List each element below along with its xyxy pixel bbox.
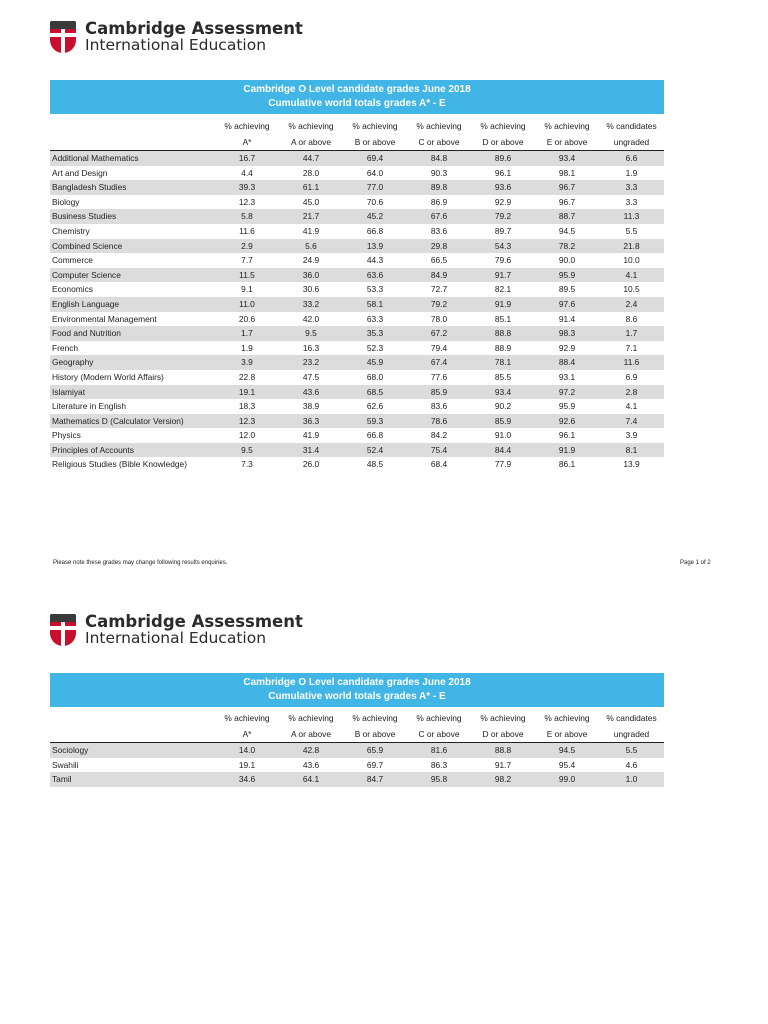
table-row <box>50 297 664 312</box>
footnote: Please note these grades may change following results enquiries. <box>53 560 228 566</box>
subject-cell: English Language <box>50 297 215 312</box>
value-cell: 1.9 <box>599 166 664 181</box>
value-cell: 52.3 <box>343 341 407 356</box>
subject-header-blank <box>50 726 215 743</box>
value-cell: 42.0 <box>279 312 343 327</box>
subject-cell: Combined Science <box>50 239 215 254</box>
value-cell: 68.5 <box>343 385 407 400</box>
subject-cell: Chemistry <box>50 224 215 239</box>
brand-line-1: Cambridge Assessment <box>85 19 303 38</box>
value-cell: 91.9 <box>535 443 599 458</box>
value-cell: 29.8 <box>407 239 471 254</box>
brand-line-1: Cambridge Assessment <box>85 612 303 631</box>
cambridge-logo <box>50 20 303 54</box>
value-cell: 90.0 <box>535 253 599 268</box>
value-cell: 38.9 <box>279 399 343 414</box>
subject-cell: Literature in English <box>50 399 215 414</box>
table-row <box>50 428 664 443</box>
value-cell: 92.6 <box>535 414 599 429</box>
value-cell: 64.1 <box>279 772 343 787</box>
value-cell: 33.2 <box>279 297 343 312</box>
value-cell: 95.9 <box>535 399 599 414</box>
page-number: Page 1 of 2 <box>680 560 711 566</box>
subject-cell: Islamiyat <box>50 385 215 400</box>
brand-line-2: International Education <box>85 629 267 647</box>
table-row <box>50 772 664 787</box>
column-header-bottom: A or above <box>279 134 343 151</box>
value-cell: 85.9 <box>471 414 535 429</box>
value-cell: 90.2 <box>471 399 535 414</box>
cambridge-logo <box>50 613 303 647</box>
value-cell: 4.1 <box>599 268 664 283</box>
value-cell: 79.2 <box>471 209 535 224</box>
value-cell: 43.6 <box>279 385 343 400</box>
value-cell: 34.6 <box>215 772 279 787</box>
value-cell: 4.1 <box>599 399 664 414</box>
column-header-bottom: A* <box>215 134 279 151</box>
value-cell: 30.6 <box>279 282 343 297</box>
header-row-bottom <box>50 726 664 743</box>
column-header-top: % achieving <box>480 713 526 723</box>
value-cell: 90.3 <box>407 166 471 181</box>
column-header-top: % achieving <box>416 713 462 723</box>
value-cell: 36.3 <box>279 414 343 429</box>
subject-cell: History (Modern World Affairs) <box>50 370 215 385</box>
value-cell: 66.8 <box>343 428 407 443</box>
value-cell: 96.1 <box>471 166 535 181</box>
value-cell: 72.7 <box>407 282 471 297</box>
value-cell: 86.3 <box>407 758 471 773</box>
value-cell: 85.9 <box>407 385 471 400</box>
value-cell: 94.5 <box>535 743 599 758</box>
value-cell: 6.6 <box>599 151 664 166</box>
value-cell: 44.3 <box>343 253 407 268</box>
value-cell: 88.4 <box>535 355 599 370</box>
value-cell: 2.8 <box>599 385 664 400</box>
column-header-top: % achieving <box>544 121 590 131</box>
value-cell: 16.7 <box>215 151 279 166</box>
table-row <box>50 758 664 773</box>
value-cell: 9.1 <box>215 282 279 297</box>
value-cell: 70.6 <box>343 195 407 210</box>
value-cell: 85.1 <box>471 312 535 327</box>
value-cell: 88.8 <box>471 743 535 758</box>
value-cell: 2.9 <box>215 239 279 254</box>
column-header-top: % achieving <box>288 121 334 131</box>
banner-subtitle: Cumulative world totals grades A* - E <box>268 691 446 702</box>
value-cell: 16.3 <box>279 341 343 356</box>
header-row-top <box>50 710 664 726</box>
value-cell: 66.5 <box>407 253 471 268</box>
value-cell: 69.4 <box>343 151 407 166</box>
subject-cell: Bangladesh Studies <box>50 180 215 195</box>
value-cell: 84.7 <box>343 772 407 787</box>
value-cell: 62.6 <box>343 399 407 414</box>
subject-cell: Swahili <box>50 758 215 773</box>
subject-cell: Economics <box>50 282 215 297</box>
value-cell: 5.5 <box>599 224 664 239</box>
subject-cell: Physics <box>50 428 215 443</box>
value-cell: 6.9 <box>599 370 664 385</box>
value-cell: 53.3 <box>343 282 407 297</box>
value-cell: 68.4 <box>407 457 471 472</box>
value-cell: 79.2 <box>407 297 471 312</box>
value-cell: 78.2 <box>535 239 599 254</box>
header-row-top <box>50 118 664 134</box>
table-row <box>50 166 664 181</box>
value-cell: 92.9 <box>471 195 535 210</box>
value-cell: 28.0 <box>279 166 343 181</box>
table-row <box>50 239 664 254</box>
value-cell: 89.8 <box>407 180 471 195</box>
column-header-bottom: D or above <box>471 134 535 151</box>
value-cell: 12.3 <box>215 414 279 429</box>
column-header-top: % candidates <box>606 121 657 131</box>
value-cell: 98.3 <box>535 326 599 341</box>
table-row <box>50 457 664 472</box>
value-cell: 18.3 <box>215 399 279 414</box>
column-header-top: % achieving <box>480 121 526 131</box>
value-cell: 5.8 <box>215 209 279 224</box>
value-cell: 83.6 <box>407 224 471 239</box>
banner-title: Cambridge O Level candidate grades June 2018 <box>243 84 471 95</box>
value-cell: 26.0 <box>279 457 343 472</box>
subject-header-blank <box>50 134 215 151</box>
value-cell: 93.4 <box>471 385 535 400</box>
value-cell: 9.5 <box>215 443 279 458</box>
subject-cell: French <box>50 341 215 356</box>
value-cell: 85.5 <box>471 370 535 385</box>
subject-cell: Religious Studies (Bible Knowledge) <box>50 457 215 472</box>
cambridge-shield-icon <box>50 614 76 646</box>
value-cell: 82.1 <box>471 282 535 297</box>
value-cell: 21.8 <box>599 239 664 254</box>
value-cell: 93.6 <box>471 180 535 195</box>
value-cell: 47.5 <box>279 370 343 385</box>
subject-header-blank <box>50 118 215 134</box>
value-cell: 84.9 <box>407 268 471 283</box>
table-banner <box>50 673 664 707</box>
value-cell: 11.6 <box>215 224 279 239</box>
value-cell: 78.6 <box>407 414 471 429</box>
value-cell: 12.0 <box>215 428 279 443</box>
value-cell: 14.0 <box>215 743 279 758</box>
value-cell: 41.9 <box>279 224 343 239</box>
value-cell: 89.5 <box>535 282 599 297</box>
value-cell: 7.4 <box>599 414 664 429</box>
value-cell: 99.0 <box>535 772 599 787</box>
subject-cell: Mathematics D (Calculator Version) <box>50 414 215 429</box>
value-cell: 75.4 <box>407 443 471 458</box>
value-cell: 67.4 <box>407 355 471 370</box>
value-cell: 97.2 <box>535 385 599 400</box>
value-cell: 4.4 <box>215 166 279 181</box>
value-cell: 44.7 <box>279 151 343 166</box>
value-cell: 11.0 <box>215 297 279 312</box>
banner-title: Cambridge O Level candidate grades June 2018 <box>243 677 471 688</box>
column-header-bottom: B or above <box>343 134 407 151</box>
subject-cell: Art and Design <box>50 166 215 181</box>
value-cell: 20.6 <box>215 312 279 327</box>
value-cell: 96.7 <box>535 180 599 195</box>
value-cell: 79.6 <box>471 253 535 268</box>
table-row <box>50 326 664 341</box>
column-header-top: % achieving <box>352 713 398 723</box>
value-cell: 8.6 <box>599 312 664 327</box>
table-row <box>50 443 664 458</box>
subject-cell: Biology <box>50 195 215 210</box>
value-cell: 35.3 <box>343 326 407 341</box>
value-cell: 52.4 <box>343 443 407 458</box>
value-cell: 39.3 <box>215 180 279 195</box>
value-cell: 23.2 <box>279 355 343 370</box>
subject-cell: Principles of Accounts <box>50 443 215 458</box>
value-cell: 13.9 <box>343 239 407 254</box>
value-cell: 1.9 <box>215 341 279 356</box>
value-cell: 98.2 <box>471 772 535 787</box>
value-cell: 42.8 <box>279 743 343 758</box>
value-cell: 91.7 <box>471 268 535 283</box>
value-cell: 69.7 <box>343 758 407 773</box>
table-row <box>50 151 664 166</box>
value-cell: 83.6 <box>407 399 471 414</box>
value-cell: 21.7 <box>279 209 343 224</box>
table-row <box>50 341 664 356</box>
column-header-bottom: A* <box>215 726 279 743</box>
value-cell: 41.9 <box>279 428 343 443</box>
value-cell: 1.7 <box>215 326 279 341</box>
value-cell: 59.3 <box>343 414 407 429</box>
value-cell: 96.1 <box>535 428 599 443</box>
value-cell: 63.6 <box>343 268 407 283</box>
value-cell: 68.0 <box>343 370 407 385</box>
value-cell: 5.5 <box>599 743 664 758</box>
column-header-bottom: E or above <box>535 726 599 743</box>
subject-cell: Food and Nutrition <box>50 326 215 341</box>
table-row <box>50 312 664 327</box>
value-cell: 64.0 <box>343 166 407 181</box>
value-cell: 10.0 <box>599 253 664 268</box>
subject-header-blank <box>50 710 215 726</box>
column-header-bottom: A or above <box>279 726 343 743</box>
subject-cell: Computer Science <box>50 268 215 283</box>
table-body <box>50 151 664 473</box>
value-cell: 86.9 <box>407 195 471 210</box>
table-row <box>50 253 664 268</box>
table-row <box>50 355 664 370</box>
value-cell: 3.3 <box>599 195 664 210</box>
column-header-top: % achieving <box>288 713 334 723</box>
table-row <box>50 282 664 297</box>
table-row <box>50 268 664 283</box>
value-cell: 98.1 <box>535 166 599 181</box>
value-cell: 3.9 <box>215 355 279 370</box>
value-cell: 22.8 <box>215 370 279 385</box>
value-cell: 4.6 <box>599 758 664 773</box>
value-cell: 91.9 <box>471 297 535 312</box>
value-cell: 92.9 <box>535 341 599 356</box>
value-cell: 95.9 <box>535 268 599 283</box>
table-row <box>50 399 664 414</box>
value-cell: 48.5 <box>343 457 407 472</box>
value-cell: 88.9 <box>471 341 535 356</box>
value-cell: 93.4 <box>535 151 599 166</box>
value-cell: 89.7 <box>471 224 535 239</box>
value-cell: 19.1 <box>215 758 279 773</box>
value-cell: 81.6 <box>407 743 471 758</box>
value-cell: 9.5 <box>279 326 343 341</box>
subject-cell: Geography <box>50 355 215 370</box>
value-cell: 11.5 <box>215 268 279 283</box>
value-cell: 5.6 <box>279 239 343 254</box>
value-cell: 77.9 <box>471 457 535 472</box>
value-cell: 13.9 <box>599 457 664 472</box>
column-header-bottom: D or above <box>471 726 535 743</box>
value-cell: 3.9 <box>599 428 664 443</box>
value-cell: 8.1 <box>599 443 664 458</box>
column-header-bottom: E or above <box>535 134 599 151</box>
value-cell: 45.0 <box>279 195 343 210</box>
value-cell: 96.7 <box>535 195 599 210</box>
table-row <box>50 385 664 400</box>
table-row <box>50 414 664 429</box>
value-cell: 7.3 <box>215 457 279 472</box>
subject-cell: Environmental Management <box>50 312 215 327</box>
value-cell: 67.2 <box>407 326 471 341</box>
column-header-bottom: C or above <box>407 726 471 743</box>
brand-line-2: International Education <box>85 36 267 54</box>
value-cell: 77.6 <box>407 370 471 385</box>
subject-cell: Tamil <box>50 772 215 787</box>
value-cell: 95.8 <box>407 772 471 787</box>
value-cell: 93.1 <box>535 370 599 385</box>
value-cell: 11.6 <box>599 355 664 370</box>
value-cell: 86.1 <box>535 457 599 472</box>
value-cell: 91.0 <box>471 428 535 443</box>
value-cell: 63.3 <box>343 312 407 327</box>
value-cell: 31.4 <box>279 443 343 458</box>
value-cell: 91.7 <box>471 758 535 773</box>
value-cell: 84.8 <box>407 151 471 166</box>
subject-cell: Commerce <box>50 253 215 268</box>
value-cell: 67.6 <box>407 209 471 224</box>
subject-cell: Sociology <box>50 743 215 758</box>
value-cell: 1.0 <box>599 772 664 787</box>
value-cell: 36.0 <box>279 268 343 283</box>
column-header-top: % achieving <box>544 713 590 723</box>
value-cell: 12.3 <box>215 195 279 210</box>
value-cell: 77.0 <box>343 180 407 195</box>
column-header-bottom: ungraded <box>599 726 664 743</box>
value-cell: 88.7 <box>535 209 599 224</box>
table-banner <box>50 80 664 114</box>
value-cell: 45.9 <box>343 355 407 370</box>
value-cell: 94.5 <box>535 224 599 239</box>
value-cell: 7.1 <box>599 341 664 356</box>
column-header-bottom: C or above <box>407 134 471 151</box>
column-header-bottom: ungraded <box>599 134 664 151</box>
value-cell: 78.0 <box>407 312 471 327</box>
value-cell: 58.1 <box>343 297 407 312</box>
table-row <box>50 743 664 758</box>
value-cell: 24.9 <box>279 253 343 268</box>
value-cell: 84.4 <box>471 443 535 458</box>
value-cell: 10.5 <box>599 282 664 297</box>
value-cell: 84.2 <box>407 428 471 443</box>
subject-cell: Additional Mathematics <box>50 151 215 166</box>
column-header-top: % achieving <box>352 121 398 131</box>
value-cell: 97.6 <box>535 297 599 312</box>
value-cell: 2.4 <box>599 297 664 312</box>
value-cell: 91.4 <box>535 312 599 327</box>
value-cell: 79.4 <box>407 341 471 356</box>
column-header-top: % candidates <box>606 713 657 723</box>
cambridge-shield-icon <box>50 21 76 53</box>
banner-subtitle: Cumulative world totals grades A* - E <box>268 98 446 109</box>
value-cell: 66.8 <box>343 224 407 239</box>
value-cell: 1.7 <box>599 326 664 341</box>
grades-table-page-2 <box>50 710 664 787</box>
value-cell: 65.9 <box>343 743 407 758</box>
table-body <box>50 743 664 787</box>
column-header-top: % achieving <box>224 713 270 723</box>
table-row <box>50 370 664 385</box>
value-cell: 61.1 <box>279 180 343 195</box>
column-header-bottom: B or above <box>343 726 407 743</box>
subject-cell: Business Studies <box>50 209 215 224</box>
table-row <box>50 209 664 224</box>
header-row-bottom <box>50 134 664 151</box>
value-cell: 54.3 <box>471 239 535 254</box>
value-cell: 88.8 <box>471 326 535 341</box>
value-cell: 3.3 <box>599 180 664 195</box>
value-cell: 7.7 <box>215 253 279 268</box>
value-cell: 19.1 <box>215 385 279 400</box>
column-header-top: % achieving <box>224 121 270 131</box>
table-row <box>50 180 664 195</box>
column-header-top: % achieving <box>416 121 462 131</box>
value-cell: 89.6 <box>471 151 535 166</box>
value-cell: 11.3 <box>599 209 664 224</box>
value-cell: 43.6 <box>279 758 343 773</box>
value-cell: 95.4 <box>535 758 599 773</box>
table-row <box>50 224 664 239</box>
value-cell: 45.2 <box>343 209 407 224</box>
value-cell: 78.1 <box>471 355 535 370</box>
grades-table-page-1 <box>50 118 664 472</box>
table-row <box>50 195 664 210</box>
